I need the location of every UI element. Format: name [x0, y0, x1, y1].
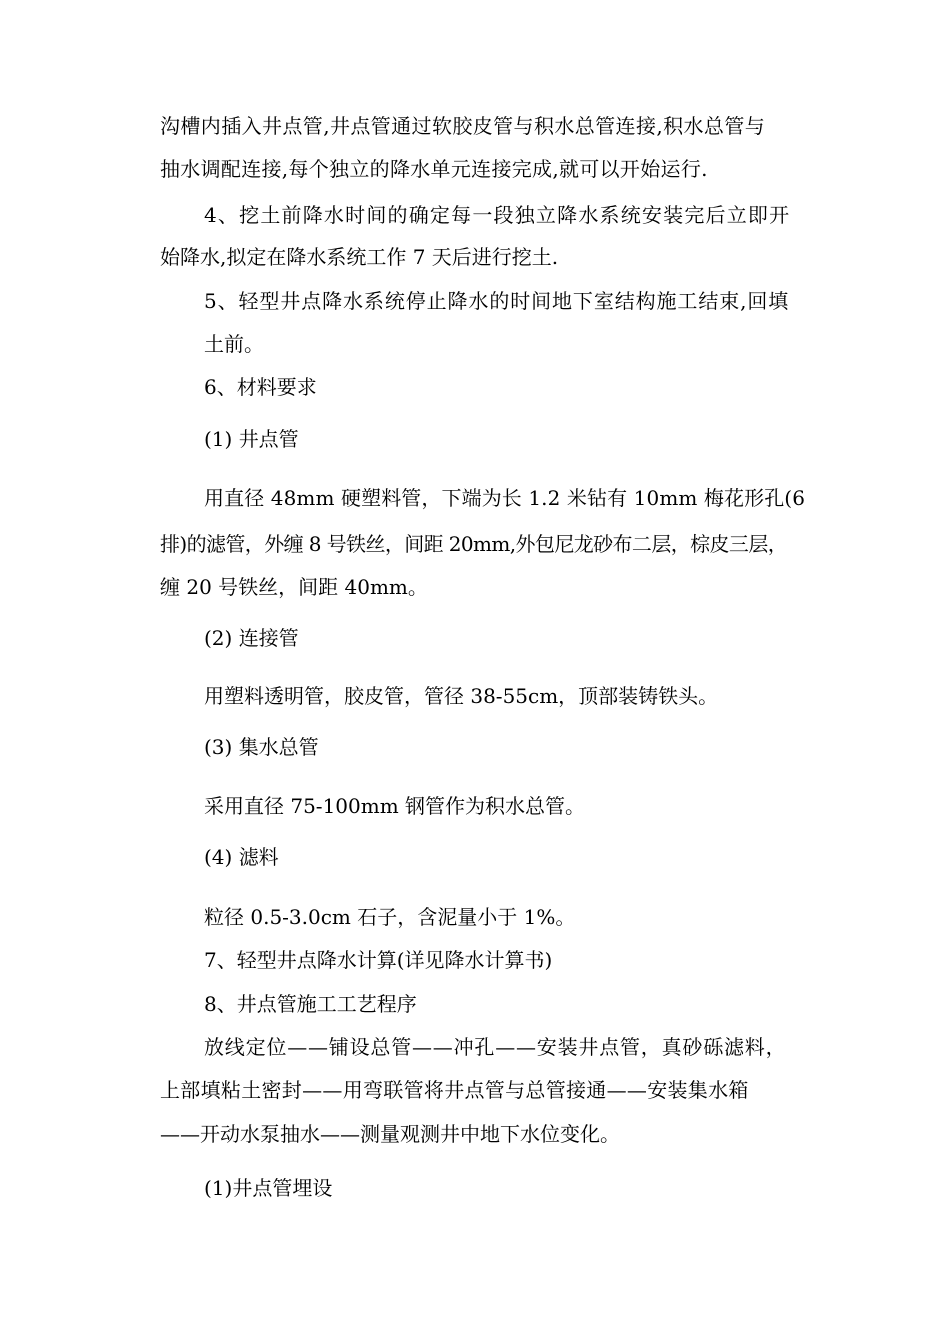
paragraph-line: 5、轻型井点降水系统停止降水的时间地下室结构施工结束,回填	[204, 289, 790, 313]
subsection-heading: (4) 滤料	[204, 845, 279, 869]
paragraph-line: 缠 20 号铁丝，间距 40mm。	[160, 575, 428, 599]
paragraph-line: 始降水,拟定在降水系统工作 7 天后进行挖土.	[160, 245, 559, 269]
subsection-heading: (3) 集水总管	[204, 735, 319, 759]
paragraph-line: 4、挖土前降水时间的确定每一段独立降水系统安装完后立即开	[204, 203, 791, 227]
paragraph-line: 用直径 48mm 硬塑料管，下端为长 1.2 米钻有 10mm 梅花形孔(6	[204, 486, 806, 510]
subsection-heading: (1)井点管埋设	[204, 1176, 333, 1200]
section-heading: 6、材料要求	[204, 375, 317, 399]
paragraph-line: 排)的滤管，外缠 8 号铁丝，间距 20mm,外包尼龙砂布二层，棕皮三层，	[160, 532, 788, 556]
paragraph-line: 采用直径 75-100mm 钢管作为积水总管。	[204, 794, 586, 818]
subsection-heading: (1) 井点管	[204, 427, 299, 451]
paragraph-line: 上部填粘土密封——用弯联管将井点管与总管接通——安装集水箱	[160, 1078, 749, 1102]
paragraph-line: 粒径 0.5-3.0cm 石子，含泥量小于 1%。	[204, 905, 576, 929]
section-heading: 7、轻型井点降水计算(详见降水计算书)	[204, 948, 553, 972]
paragraph-line: ——开动水泵抽水——测量观测井中地下水位变化。	[160, 1122, 620, 1146]
paragraph-line: 用塑料透明管，胶皮管，管径 38-55cm，顶部装铸铁头。	[204, 684, 719, 708]
subsection-heading: (2) 连接管	[204, 626, 299, 650]
paragraph-line: 沟槽内插入井点管,井点管通过软胶皮管与积水总管连接,积水总管与	[160, 114, 766, 138]
paragraph-line: 抽水调配连接,每个独立的降水单元连接完成,就可以开始运行.	[160, 157, 708, 181]
paragraph-line: 放线定位——铺设总管——冲孔——安装井点管，真砂砾滤料，	[204, 1035, 787, 1059]
section-heading: 8、井点管施工工艺程序	[204, 992, 417, 1016]
paragraph-line: 土前。	[204, 332, 264, 356]
